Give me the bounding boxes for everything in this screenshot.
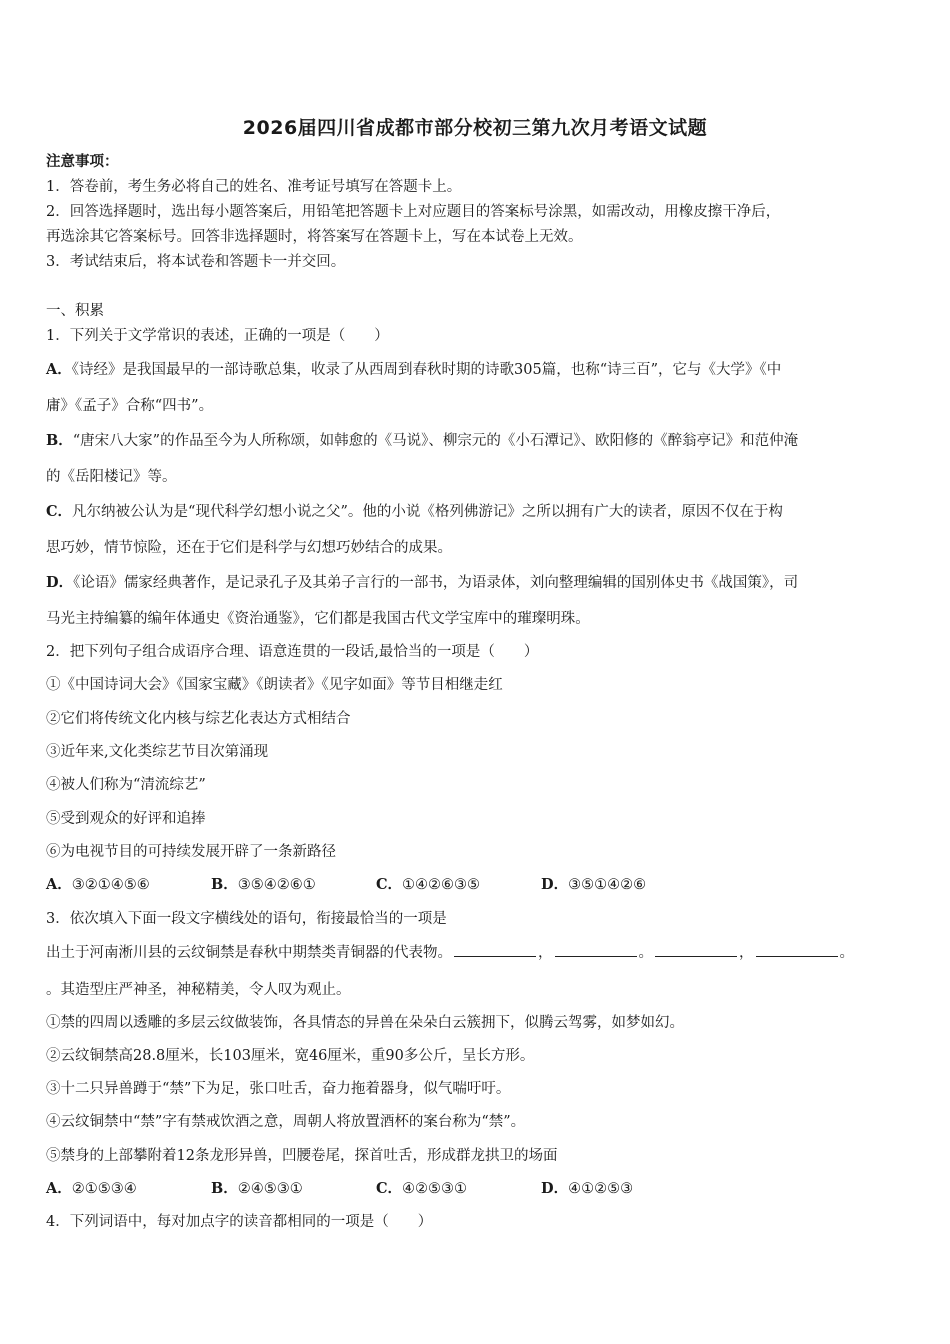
q1-option-c-cont: 思巧妙，情节惊险，还在于它们是科学与幻想巧妙结合的成果。 — [46, 540, 452, 556]
option-text: 《论语》儒家经典著作，是记录孔子及其弟子言行的一部书，为语录体，刘向整理编辑的国别体史书《战国策》，司 — [73, 575, 799, 591]
section-heading: 一、积累 — [46, 303, 104, 319]
option-label: B． — [211, 876, 238, 893]
q1-option-d — [46, 573, 798, 593]
option-label: D． — [541, 876, 569, 893]
q2-option-d[interactable] — [541, 875, 706, 895]
q3-sentence: ④云纹铜禁中“禁”字有禁戒饮酒之意，周朝人将放置酒杯的案台称为“禁”。 — [46, 1114, 526, 1130]
q3-option-b[interactable] — [211, 1179, 376, 1199]
q2-sentence: ①《中国诗词大会》《国家宝藏》《朗读者》《见字如面》等节目相继走红 — [46, 677, 503, 693]
q3-passage — [46, 942, 854, 963]
notice-item: 再选涂其它答案标号。回答非选择题时，将答案写在答题卡上，写在本试卷上无效。 — [46, 229, 583, 245]
option-label: A． — [46, 876, 72, 893]
notice-item: 1．答卷前，考生务必将自己的姓名、准考证号填写在答题卡上。 — [46, 179, 462, 195]
option-text: ③⑤④②⑥① — [237, 877, 316, 893]
option-label: C． — [46, 503, 73, 520]
q2-sentence: ⑤受到观众的好评和追捧 — [46, 811, 206, 827]
q2-options — [46, 875, 706, 895]
punctuation: 。 — [638, 945, 653, 961]
option-label: A． — [46, 361, 72, 378]
option-label: D． — [46, 574, 74, 591]
option-label: A． — [46, 1180, 72, 1197]
page-title: 2026届四川省成都市部分校初三第九次月考语文试题 — [242, 117, 708, 139]
q3-sentence: ③十二只异兽蹲于“禁”下为足，张口吐舌，奋力拖着器身，似气喘吁吁。 — [46, 1081, 511, 1097]
punctuation: ， — [739, 945, 754, 961]
punctuation: 。 — [839, 945, 854, 961]
fill-blank-4[interactable] — [756, 942, 838, 957]
notice-heading: 注意事项： — [46, 153, 119, 170]
question-4-stem: 4．下列词语中，每对加点字的读音都相同的一项是（ ） — [46, 1214, 433, 1230]
q1-option-c — [46, 502, 783, 522]
q3-passage-end: 。其造型庄严神圣，神秘精美，令人叹为观止。 — [46, 982, 351, 998]
option-text: 凡尔纳被公认为是“现代科学幻想小说之父”。他的小说《格列佛游记》之所以拥有广大的读者，原因不仅在于构 — [72, 504, 783, 520]
q1-option-b-cont: 的《岳阳楼记》等。 — [46, 469, 177, 485]
option-label: D． — [541, 1180, 569, 1197]
option-text: ③⑤①④②⑥ — [568, 877, 647, 893]
q3-sentence: ②云纹铜禁高28.8厘米，长103厘米，宽46厘米，重90多公斤，呈长方形。 — [46, 1048, 535, 1064]
option-label: C． — [376, 1180, 403, 1197]
q2-sentence: ④被人们称为“清流综艺” — [46, 777, 206, 793]
question-3-stem: 3．依次填入下面一段文字横线处的语句，衔接最恰当的一项是 — [46, 911, 447, 927]
option-text: ①④②⑥③⑤ — [402, 877, 481, 893]
q3-option-c[interactable] — [376, 1179, 541, 1199]
q1-option-a — [46, 360, 781, 380]
notice-item: 3．考试结束后，将本试卷和答题卡一并交回。 — [46, 254, 346, 270]
question-1-stem: 1．下列关于文学常识的表述，正确的一项是（ ） — [46, 328, 389, 344]
notice-item: 2．回答选择题时，选出每小题答案后，用铅笔把答题卡上对应题目的答案标号涂黑，如需改动，用橡皮擦干净后， — [46, 204, 781, 220]
option-label: B． — [46, 432, 73, 449]
q2-sentence: ③近年来,文化类综艺节目次第涌现 — [46, 744, 269, 760]
fill-blank-1[interactable] — [454, 942, 536, 957]
q3-option-d[interactable] — [541, 1179, 706, 1199]
option-label: C． — [376, 876, 403, 893]
question-2-stem: 2．把下列句子组合成语序合理、语意连贯的一段话,最恰当的一项是（ ） — [46, 644, 539, 660]
q3-option-a[interactable] — [46, 1179, 211, 1199]
option-text: ③②①④⑤⑥ — [71, 877, 150, 893]
q2-option-a[interactable] — [46, 875, 211, 895]
q1-option-d-cont: 马光主持编纂的编年体通史《资治通鉴》，它们都是我国古代文学宝库中的璀璨明珠。 — [46, 611, 590, 627]
option-text: ④①②⑤③ — [568, 1181, 634, 1197]
punctuation: ， — [538, 945, 553, 961]
q3-sentence: ⑤禁身的上部攀附着12条龙形异兽，凹腰卷尾，探首吐舌，形成群龙拱卫的场面 — [46, 1148, 558, 1164]
option-text: “唐宋八大家”的作品至今为人所称颂，如韩愈的《马说》、柳宗元的《小石潭记》、欧阳修的《醉翁亭记》和范仲淹 — [72, 433, 799, 449]
option-label: B． — [211, 1180, 238, 1197]
q3-options — [46, 1179, 706, 1199]
q2-sentence: ②它们将传统文化内核与综艺化表达方式相结合 — [46, 711, 351, 727]
passage-text: 出土于河南淅川县的云纹铜禁是春秋中期禁类青铜器的代表物。 — [46, 945, 452, 961]
fill-blank-2[interactable] — [555, 942, 637, 957]
fill-blank-3[interactable] — [655, 942, 737, 957]
q3-sentence: ①禁的四周以透雕的多层云纹做装饰，各具情态的异兽在朵朵白云簇拥下，似腾云驾雾，如梦如幻。 — [46, 1015, 684, 1031]
q2-sentence: ⑥为电视节目的可持续发展开辟了一条新路径 — [46, 844, 336, 860]
q1-option-b — [46, 431, 798, 451]
option-text: ②④⑤③① — [237, 1181, 303, 1197]
option-text: ②①⑤③④ — [71, 1181, 137, 1197]
q1-option-a-cont: 庸》《孟子》合称“四书”。 — [46, 398, 214, 414]
q2-option-b[interactable] — [211, 875, 376, 895]
q2-option-c[interactable] — [376, 875, 541, 895]
option-text: 《诗经》是我国最早的一部诗歌总集，收录了从西周到春秋时期的诗歌305篇，也称“诗三百”，它与《大学》《中 — [71, 362, 782, 378]
option-text: ④②⑤③① — [402, 1181, 468, 1197]
